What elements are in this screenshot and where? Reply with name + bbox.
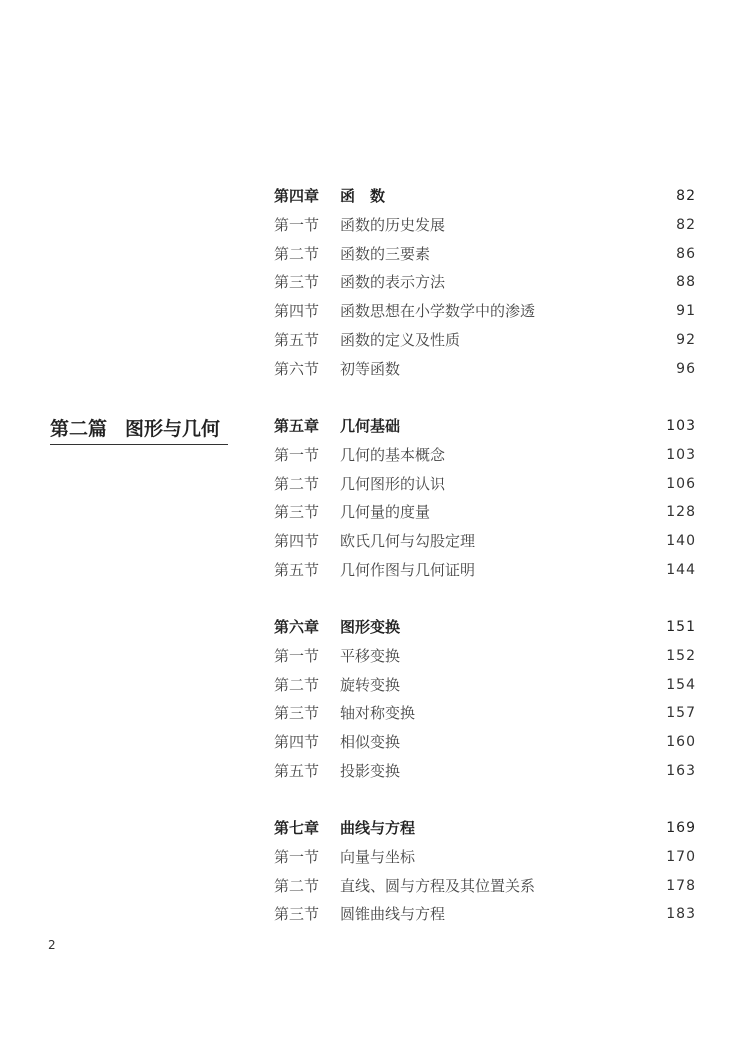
section-label: 第四节 [274, 302, 320, 321]
section-page: 103 [666, 446, 696, 463]
toc-section-entry[interactable] [274, 498, 696, 527]
section-title: 相似变换 [340, 733, 401, 752]
section-page: 144 [666, 561, 696, 578]
section-label: 第二节 [274, 474, 320, 493]
toc-section-entry[interactable] [274, 326, 696, 355]
section-title: 投影变换 [340, 761, 401, 780]
section-label: 第一节 [274, 847, 320, 866]
section-label: 第五节 [274, 330, 320, 349]
chapter-page: 151 [666, 619, 696, 635]
section-page: 163 [666, 762, 696, 779]
section-label: 第一节 [274, 215, 320, 234]
chapter-page: 82 [676, 188, 696, 204]
chapter-label: 第六章 [274, 618, 320, 636]
chapter-label: 第七章 [274, 819, 320, 837]
chapter-title: 几何基础 [340, 417, 401, 435]
section-label: 第二节 [274, 876, 320, 895]
section-title: 圆锥曲线与方程 [340, 905, 446, 924]
section-title: 向量与坐标 [340, 847, 416, 866]
toc-section-entry[interactable] [274, 728, 696, 757]
section-page: 178 [666, 877, 696, 894]
toc-section-entry[interactable] [274, 699, 696, 728]
chapter-label: 第五章 [274, 417, 320, 435]
section-label: 第一节 [274, 445, 320, 464]
section-label: 第四节 [274, 733, 320, 752]
toc-section-entry[interactable] [274, 470, 696, 499]
toc-chapter-entry[interactable] [274, 412, 696, 441]
section-title: 轴对称变换 [340, 704, 416, 723]
section-label: 第二节 [274, 675, 320, 694]
page-number: 2 [48, 938, 56, 952]
chapter-block [274, 613, 696, 786]
section-page: 170 [666, 848, 696, 865]
toc-section-entry[interactable] [274, 843, 696, 872]
section-title: 直线、圆与方程及其位置关系 [340, 876, 536, 895]
section-page: 160 [666, 734, 696, 751]
toc-section-entry[interactable] [274, 642, 696, 671]
chapter-title: 曲线与方程 [340, 819, 416, 837]
chapter-block [274, 412, 696, 585]
section-page: 157 [666, 705, 696, 722]
toc-chapter-entry[interactable] [274, 613, 696, 642]
section-title: 函数的三要素 [340, 244, 431, 263]
chapter-title: 图形变换 [340, 618, 401, 636]
toc-section-entry[interactable] [274, 211, 696, 240]
toc-section-entry[interactable] [274, 297, 696, 326]
section-title: 几何的基本概念 [340, 445, 446, 464]
toc-section-entry[interactable] [274, 527, 696, 556]
toc-section-entry[interactable] [274, 441, 696, 470]
chapter-page: 103 [666, 418, 696, 434]
section-page: 152 [666, 647, 696, 664]
section-label: 第三节 [274, 503, 320, 522]
part-title: 图形与几何 [125, 418, 221, 440]
toc-section-entry[interactable] [274, 268, 696, 297]
section-page: 91 [676, 303, 696, 320]
toc-section-entry[interactable] [274, 671, 696, 700]
toc-section-entry[interactable] [274, 900, 696, 929]
section-page: 128 [666, 504, 696, 521]
toc-section-entry[interactable] [274, 872, 696, 901]
toc-chapter-entry[interactable] [274, 182, 696, 211]
section-title: 平移变换 [340, 646, 401, 665]
section-label: 第三节 [274, 273, 320, 292]
section-title: 初等函数 [340, 359, 401, 378]
section-title: 函数的表示方法 [340, 273, 446, 292]
section-label: 第三节 [274, 905, 320, 924]
section-label: 第五节 [274, 761, 320, 780]
section-page: 86 [676, 245, 696, 262]
toc-section-entry[interactable] [274, 556, 696, 585]
section-label: 第四节 [274, 532, 320, 551]
section-label: 第六节 [274, 359, 320, 378]
section-title: 函数的定义及性质 [340, 330, 461, 349]
section-label: 第三节 [274, 704, 320, 723]
section-page: 183 [666, 906, 696, 923]
section-page: 92 [676, 331, 696, 348]
section-title: 几何图形的认识 [340, 474, 446, 493]
chapter-block [274, 814, 696, 929]
section-label: 第二节 [274, 244, 320, 263]
section-title: 旋转变换 [340, 675, 401, 694]
chapter-label: 第四章 [274, 187, 320, 205]
section-title: 几何量的度量 [340, 503, 431, 522]
section-page: 88 [676, 274, 696, 291]
part-heading [50, 414, 228, 445]
section-title: 函数思想在小学数学中的渗透 [340, 302, 536, 321]
part-number: 第二篇 [50, 418, 108, 440]
section-page: 154 [666, 676, 696, 693]
toc-chapter-entry[interactable] [274, 814, 696, 843]
section-page: 106 [666, 475, 696, 492]
toc-section-entry[interactable] [274, 355, 696, 384]
chapter-title: 函 数 [340, 187, 386, 205]
section-page: 96 [676, 360, 696, 377]
section-title: 函数的历史发展 [340, 215, 446, 234]
chapter-block [274, 182, 696, 384]
section-label: 第一节 [274, 646, 320, 665]
toc-section-entry[interactable] [274, 757, 696, 786]
section-label: 第五节 [274, 560, 320, 579]
section-title: 几何作图与几何证明 [340, 560, 476, 579]
section-page: 140 [666, 533, 696, 550]
section-page: 82 [676, 216, 696, 233]
section-title: 欧氏几何与勾股定理 [340, 532, 476, 551]
toc-section-entry[interactable] [274, 240, 696, 269]
chapter-page: 169 [666, 820, 696, 836]
